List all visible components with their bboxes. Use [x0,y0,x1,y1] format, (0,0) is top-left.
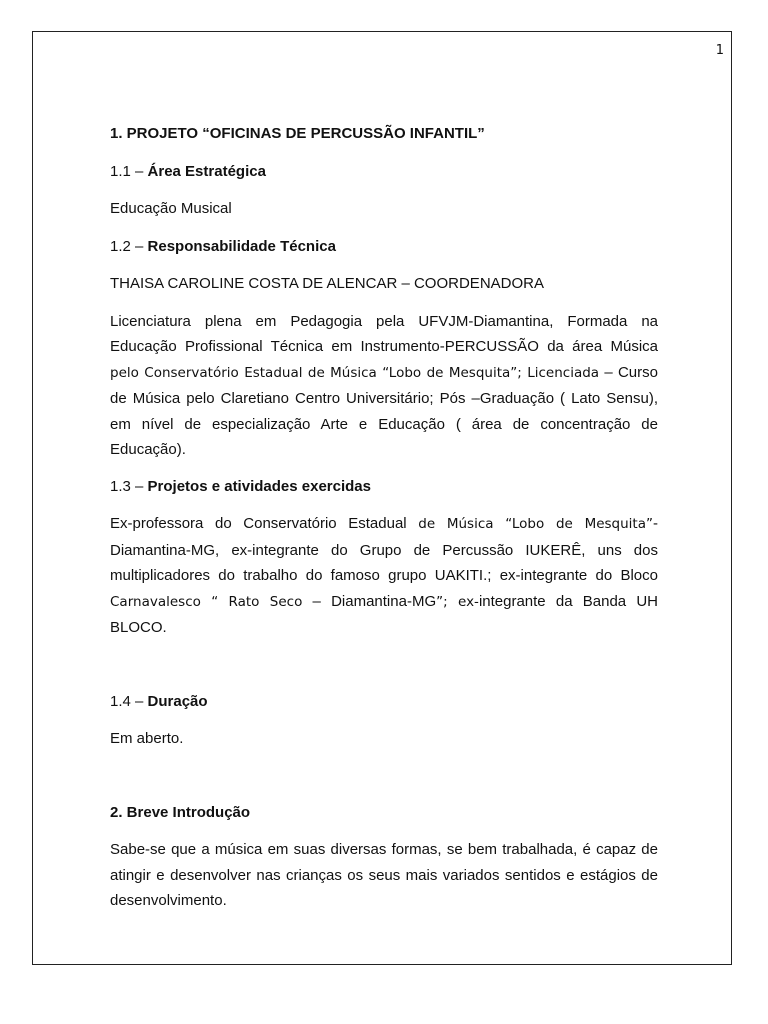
section-2-title: 2. Breve Introdução [110,803,251,821]
subsection-1-4-heading [110,689,658,715]
activities-part-1: Ex-professora do Conservatório Estadual [110,515,419,532]
activities-part-4: Carnavalesco “ Rato Seco [110,593,303,610]
subsection-1-3-heading [110,474,658,500]
subsection-1-2-number: 1.2 – [110,237,148,255]
activities-part-3: - Diamantina-MG, ex-integrante do Grupo de Percussão IUKERÊ, uns dos multiplicadores do trabalho do famoso grupo UAKITI.; ex-integrante do Bloco [110,515,658,584]
subsection-1-4-number: 1.4 – [110,692,148,710]
section-2-body: Sabe-se que a música em suas diversas formas, se bem trabalhada, é capaz de atingir e desenvolver nas crianças os seus mais variados sentidos e estágios de desenvolvimento. [110,841,658,909]
subsection-1-1-number: 1.1 – [110,162,148,180]
subsection-1-2-title: Responsabilidade Técnica [147,237,336,255]
qualifications-part-2: pelo Conservatório Estadual de Música “Lobo de Mesquita”; Licenciada [110,364,600,381]
coordinator-qualifications [110,309,658,463]
subsection-1-3-title: Projetos e atividades exercidas [147,477,371,495]
subsection-1-1-body: Educação Musical [110,200,232,217]
qualifications-part-3: – Curso de Música pelo Claretiano Centro Universitário; Pós –Graduação ( Lato Sensu), em nível de especialização Arte e Educação ( área de concentração de Educação). [110,363,658,458]
activities-part-5: – Diamantina-MG [302,592,437,610]
activities-paragraph [110,511,658,641]
coordinator-name: THAISA CAROLINE COSTA DE ALENCAR – COORDENADORA [110,275,544,292]
section-1-title: 1. PROJETO “OFICINAS DE PERCUSSÃO INFANTIL” [110,125,485,142]
document-body [110,121,658,914]
qualifications-part-1: Licenciatura plena em Pedagogia pela UFVJM-Diamantina, Formada na Educação Profissional Técnica em Instrumento-PERCUSSÃO da área Música [110,312,658,355]
subsection-1-3-number: 1.3 – [110,477,148,495]
subsection-1-4-body: Em aberto. [110,730,184,747]
subsection-1-1-heading [110,159,658,185]
subsection-1-4-title: Duração [147,692,208,710]
activities-part-6: ”; ex- [436,593,479,610]
activities-part-7: integrante da Banda UH BLOCO. [110,592,658,636]
activities-part-2: de Música “Lobo de Mesquita” [418,516,653,532]
page-number: 1 [715,43,724,58]
subsection-1-1-title: Área Estratégica [147,162,266,180]
subsection-1-2-heading [110,234,658,260]
